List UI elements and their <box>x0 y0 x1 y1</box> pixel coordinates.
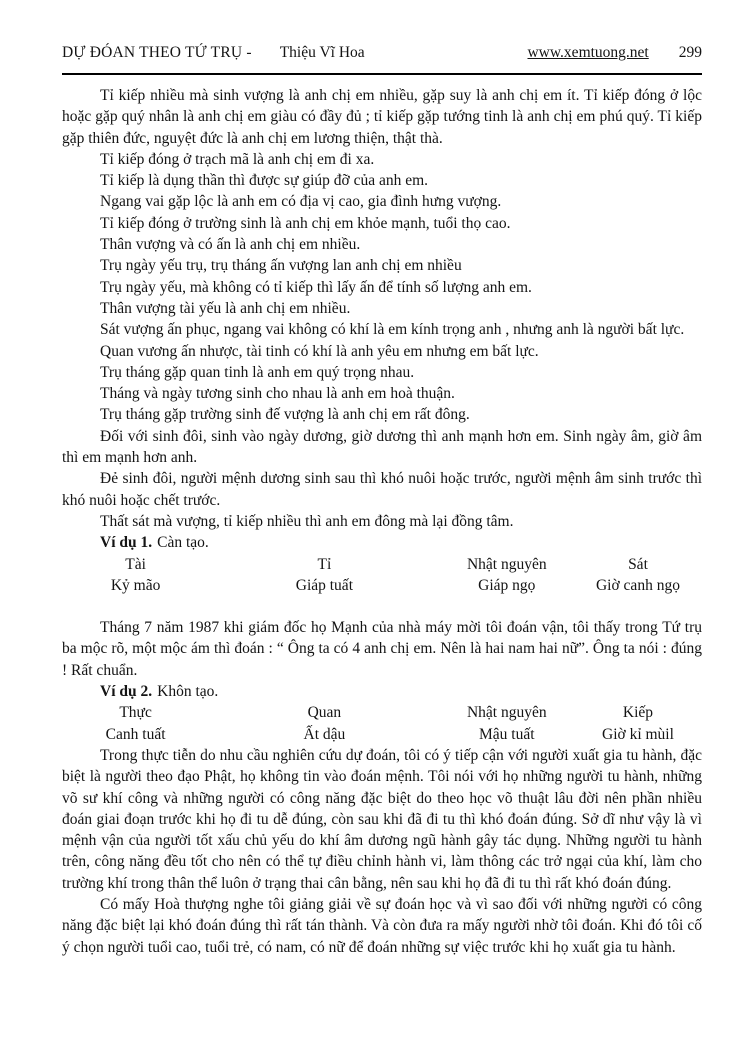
paragraph: Trụ tháng gặp quan tinh là anh em quý trọng nhau. <box>100 363 415 381</box>
paragraph-1987: Tháng 7 năm 1987 khi giám đốc họ Mạnh của nhà máy mời tôi đoán vận, tôi thấy trong Tứ trụ ba mộc rõ, một mộc ám thì đoán : “ Ông ta có 4 anh chị em. Nên là hai nam hai nữ”. Ông ta nói : đúng ! Rất chuẩn. <box>62 619 702 679</box>
pillar-role: Sát <box>628 555 648 573</box>
paragraph-final: Có mấy Hoà thượng nghe tôi giảng giải về sự đoán học và vì sao đối với những người có công năng đặc biệt lại khó đoán đúng thì rất tán thành. Và còn đưa ra mấy người nhờ tôi đoán. Khi đó tôi cố ý chọn người tuổi cao, tuổi trẻ, có nam, có nữ để đoán những sự việc trước khi họ xuất gia tu hành. <box>62 895 702 956</box>
example-1-label: Ví dụ 1. <box>100 534 153 552</box>
book-title: DỰ ĐÓAN THEO TỨ TRỤ - <box>62 44 252 61</box>
example-2-table-value-row <box>62 724 702 745</box>
pillar-role: Quan <box>307 704 342 722</box>
pillar-value: Giờ canh ngọ <box>595 576 680 594</box>
pillar-role: Thực <box>119 704 152 722</box>
paragraph: Đẻ sinh đôi, người mệnh dương sinh sau thì khó nuôi hoặc trước, người mệnh âm sinh trước thì khó nuôi hoặc chết trước. <box>62 470 702 509</box>
example-2-title: Khôn tạo. <box>157 683 219 701</box>
pillar-role: Nhật nguyên <box>466 555 547 573</box>
pillar-role: Nhật nguyên <box>466 704 547 722</box>
pillar-value: Giáp ngọ <box>478 576 536 594</box>
paragraph: Tỉ kiếp là dụng thần thì được sự giúp đỡ của anh em. <box>100 172 429 190</box>
pillar-value: Mậu tuất <box>479 725 535 743</box>
paragraph: Sát vượng ấn phục, ngang vai không có khí là em kính trọng anh , nhưng anh là người bất lực. <box>100 321 685 339</box>
page-number: 299 <box>678 44 702 61</box>
paragraph: Quan vương ấn nhược, tài tinh có khí là anh yêu em nhưng em bất lực. <box>100 342 539 360</box>
pillar-role: Kiếp <box>622 704 654 722</box>
pillar-role: Tỉ <box>317 555 332 573</box>
example-2-heading <box>62 681 702 702</box>
paragraph: Thân vượng và có ấn là anh chị em nhiều. <box>100 236 361 254</box>
example-1-table-header-row <box>62 554 702 575</box>
pillar-value: Giáp tuất <box>295 576 353 594</box>
page-header <box>62 44 702 62</box>
paragraph: Trụ ngày yếu trụ, trụ tháng ấn vượng lan anh chị em nhiều <box>100 257 462 275</box>
paragraph: Ngang vai gặp lộc là anh em có địa vị cao, gia đình hưng vượng. <box>100 193 502 211</box>
paragraph: Đối với sinh đôi, sinh vào ngày dương, giờ dương thì anh mạnh hơn em. Sinh ngày âm, giờ âm thì em mạnh hơn anh. <box>62 427 702 467</box>
paragraph: Thân vượng tài yếu là anh chị em nhiều. <box>100 299 351 317</box>
paragraph: Trụ tháng gặp trường sinh đế vượng là anh chị em rất đông. <box>100 406 470 424</box>
paragraph: Trụ ngày yếu, mà không có tỉ kiếp thì lấy ấn để tính số lượng anh em. <box>100 278 532 296</box>
pillar-value: Ất dậu <box>303 725 346 743</box>
paragraph: Tỉ kiếp đóng ở trường sinh là anh chị em khỏe mạnh, tuổi thọ cao. <box>100 214 511 232</box>
pillar-value: Giờ kỉ mùil <box>602 725 674 743</box>
paragraph-monks: Trong thực tiễn do nhu cầu nghiên cứu dự đoán, tôi có ý tiếp cận với người xuất gia tu hành, đặc biệt là người theo đạo Phật, họ không tin vào đoán mệnh. Tôi nói với họ những người tu hành, những võ sư khí công và những người có công năng đặc biệt do theo học võ thuật lâu đời nên phần nhiều đoán giai đoạn trước khi họ đi tu dễ đúng, còn sau khi đã đi tu thì khó đoán đúng. Sở dĩ như vậy là vì mệnh vận của người tốt xấu chủ yếu do khí âm dương ngũ hành gây tác dụng. Những người tu hành trên, công năng đều tốt cho nên có thể tự điều chỉnh hành vi, làm thông các trở ngại của khí, làm cho trường khí trong thân thể luôn ở trạng thai cân bằng, nên sau khi họ đã đi tu thì rất khó đoán đúng. <box>62 746 702 892</box>
body-text <box>62 85 702 958</box>
paragraph: Thất sát mà vượng, tỉ kiếp nhiều thì anh em đông mà lại đồng tâm. <box>100 512 514 530</box>
example-2-label: Ví dụ 2. <box>100 683 153 701</box>
example-1-table-value-row <box>62 575 702 596</box>
paragraph: Tháng và ngày tương sinh cho nhau là anh em hoà thuận. <box>100 385 455 403</box>
pillar-role: Tài <box>125 555 146 573</box>
example-1-heading <box>62 532 702 553</box>
header-divider <box>62 73 702 75</box>
paragraph: Tỉ kiếp nhiều mà sinh vượng là anh chị em nhiều, gặp suy là anh chị em ít. Tỉ kiếp đóng ở lộc hoặc gặp quý nhân là anh chị em giàu có đầy đủ ; tỉ kiếp gặp tướng tinh là anh chị em phú quý. Tỉ kiếp gặp thiên đức, nguyệt đức là anh chị em lương thiện, thật thà. <box>62 87 702 147</box>
example-1-title: Càn tạo. <box>157 534 209 552</box>
website-link[interactable]: www.xemtuong.net <box>527 44 649 61</box>
blank-line <box>62 596 702 617</box>
example-2-table-header-row <box>62 702 702 723</box>
paragraph: Tỉ kiếp đóng ở trạch mã là anh chị em đi xa. <box>100 150 375 168</box>
pillar-value: Canh tuất <box>105 725 166 743</box>
pillar-value: Kỷ mão <box>110 576 161 594</box>
author-name: Thiệu Vĩ Hoa <box>279 44 365 61</box>
